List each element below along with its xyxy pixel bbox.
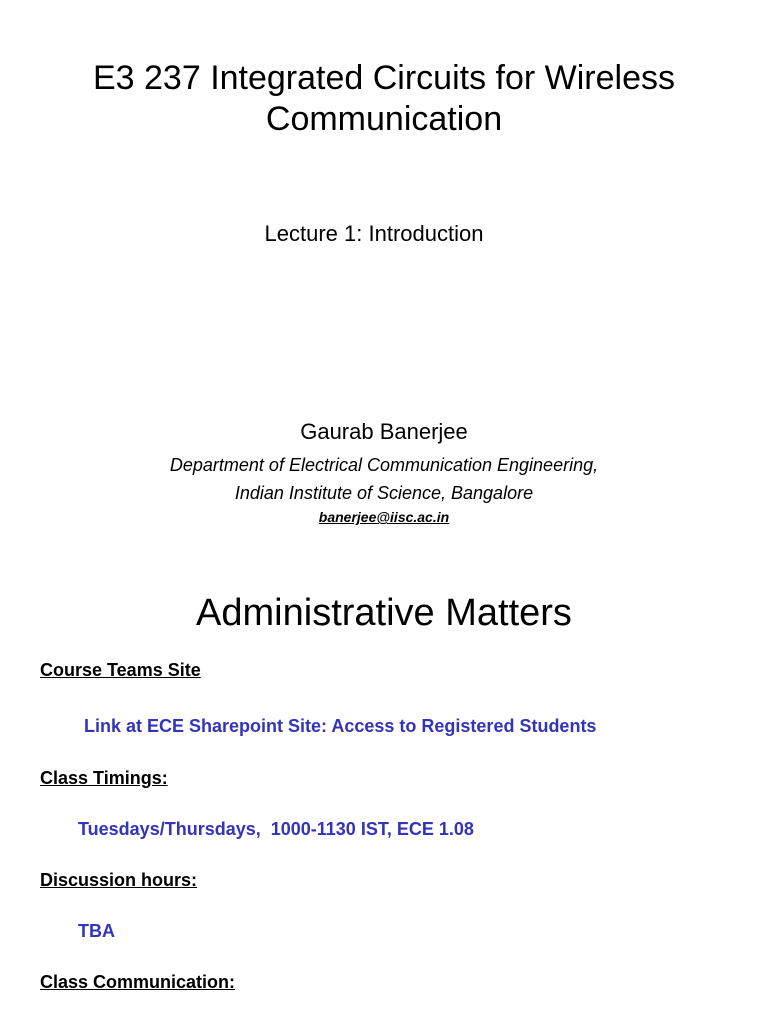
lecture-subtitle: Lecture 1: Introduction — [264, 221, 484, 246]
sharepoint-site-link[interactable]: Link at ECE Sharepoint Site: Access to Registered Students — [84, 716, 597, 736]
slide-title-line-1: E3 237 Integrated Circuits for Wireless — [92, 59, 676, 97]
course-teams-site-label: Course Teams Site — [40, 660, 201, 680]
slide-title-line-2: Communication — [265, 100, 503, 138]
class-timings-value: Tuesdays/Thursdays, 1000-1130 IST, ECE 1.08 — [78, 819, 474, 839]
author-name: Gaurab Banerjee — [300, 419, 468, 444]
admin-heading: Administrative Matters — [196, 592, 572, 634]
author-email-link[interactable]: banerjee@iisc.ac.in — [318, 509, 450, 525]
institute-name: Indian Institute of Science, Bangalore — [234, 483, 534, 503]
discussion-hours-label: Discussion hours: — [40, 870, 198, 890]
class-timings-label: Class Timings: — [40, 768, 168, 788]
department-name: Department of Electrical Communication Engineering, — [169, 455, 599, 475]
author-affiliation — [0, 451, 768, 507]
slide-title — [0, 58, 768, 140]
discussion-hours-value: TBA — [78, 921, 115, 941]
class-communication-label: Class Communication: — [40, 972, 236, 992]
